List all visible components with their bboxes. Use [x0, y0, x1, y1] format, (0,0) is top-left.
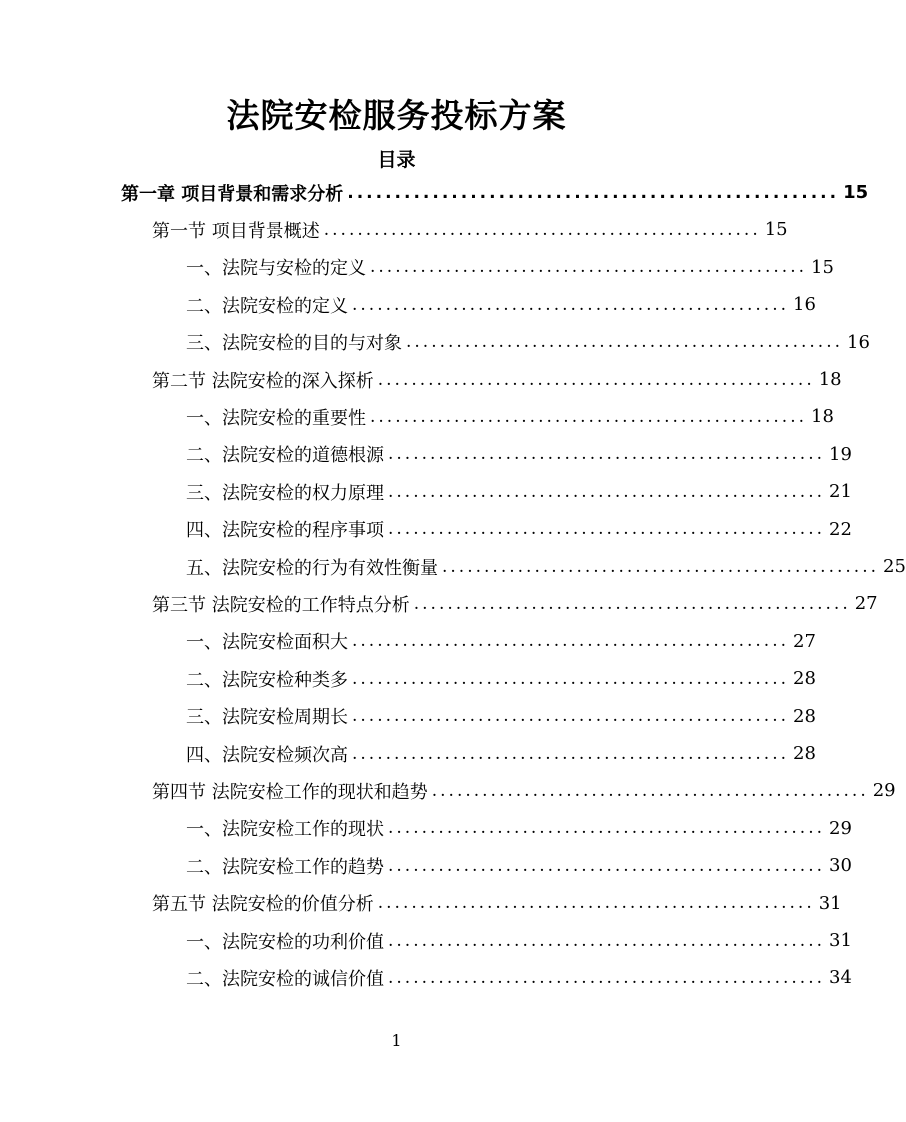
toc-entry-page: 21	[829, 481, 852, 503]
toc-entry-label: 四、法院安检频次高	[186, 744, 348, 766]
toc-entry[interactable]	[121, 174, 869, 211]
toc-dot-leader: ....................................................	[377, 369, 815, 390]
toc-dot-leader: ....................................................	[388, 855, 825, 876]
toc-entry-label: 二、法院安检的诚信价值	[186, 968, 384, 990]
toc-dot-leader: ....................................................	[347, 182, 840, 203]
toc-entry-page: 34	[829, 967, 852, 989]
toc-entry-label: 第一章 项目背景和需求分析	[121, 183, 344, 205]
document-title: 法院安检服务投标方案	[226, 96, 567, 135]
toc-dot-leader: ....................................................	[442, 556, 879, 577]
toc-dot-leader: ....................................................	[352, 294, 789, 315]
toc-heading: 目录	[377, 149, 416, 171]
toc-dot-leader: ....................................................	[413, 593, 851, 614]
toc-dot-leader: ....................................................	[323, 219, 761, 240]
toc-entry-page: 27	[793, 630, 816, 652]
toc-entry-label: 一、法院安检的功利价值	[186, 931, 384, 953]
toc-entry[interactable]	[152, 885, 842, 922]
toc-dot-leader: ....................................................	[388, 967, 825, 988]
toc-entry[interactable]	[186, 249, 834, 286]
toc-entry-label: 第一节 项目背景概述	[152, 220, 320, 242]
toc-entry-page: 15	[843, 182, 869, 203]
toc-entry-label: 二、法院安检的道德根源	[186, 445, 384, 467]
toc-entry[interactable]	[152, 361, 842, 398]
toc-entry-page: 27	[854, 593, 878, 615]
toc-entry-page: 29	[829, 817, 852, 839]
toc-entry[interactable]	[186, 473, 852, 510]
toc-entry-page: 25	[883, 556, 906, 577]
toc-entry-page: 15	[811, 256, 834, 278]
toc-entry[interactable]	[152, 772, 896, 809]
toc-dot-leader: ....................................................	[352, 668, 789, 689]
toc-entry-label: 二、法院安检工作的趋势	[186, 856, 384, 878]
toc-dot-leader: ....................................................	[388, 481, 825, 502]
toc-entry[interactable]	[186, 735, 816, 772]
toc-entry[interactable]	[186, 398, 834, 435]
toc-entry-page: 28	[793, 668, 816, 690]
toc-entry[interactable]	[186, 810, 852, 847]
toc-dot-leader: ....................................................	[352, 631, 789, 652]
toc-entry-page: 18	[811, 406, 834, 428]
toc-entry-label: 第四节 法院安检工作的现状和趋势	[152, 781, 428, 803]
toc-dot-leader: ....................................................	[388, 818, 825, 839]
toc-entry-page: 16	[847, 331, 870, 353]
toc-entry[interactable]	[152, 211, 788, 248]
toc-entry-label: 三、法院安检周期长	[186, 707, 348, 729]
toc-entry[interactable]	[186, 660, 816, 697]
toc-entry-page: 15	[764, 219, 788, 241]
toc-dot-leader: ....................................................	[431, 780, 869, 801]
toc-entry[interactable]	[186, 698, 816, 735]
toc-entry-label: 第二节 法院安检的深入探析	[152, 370, 374, 392]
toc-entry-page: 22	[829, 518, 852, 540]
toc-entry-label: 一、法院与安检的定义	[186, 258, 366, 280]
toc-entry-label: 一、法院安检的重要性	[186, 407, 366, 429]
toc-entry-label: 第三节 法院安检的工作特点分析	[152, 594, 410, 616]
toc-entry[interactable]	[186, 959, 852, 996]
toc-entry-page: 19	[829, 443, 852, 465]
toc-entry[interactable]	[186, 511, 852, 548]
toc-entry[interactable]	[152, 585, 878, 622]
toc-entry-page: 18	[818, 369, 842, 390]
toc-entry-label: 三、法院安检的目的与对象	[186, 333, 402, 355]
toc-entry[interactable]	[186, 324, 870, 361]
toc-dot-leader: ....................................................	[370, 257, 807, 278]
toc-entry-label: 二、法院安检的定义	[186, 295, 348, 317]
toc-entry-page: 28	[793, 743, 816, 764]
toc-entry-label: 二、法院安检种类多	[186, 669, 348, 691]
toc-entry-page: 31	[829, 930, 852, 951]
toc-entry-page: 31	[818, 892, 842, 914]
toc-dot-leader: ....................................................	[388, 519, 825, 540]
toc-dot-leader: ....................................................	[370, 406, 807, 427]
toc-dot-leader: ....................................................	[406, 332, 843, 353]
toc-entry-page: 28	[793, 705, 816, 727]
toc-entry-label: 三、法院安检的权力原理	[186, 482, 384, 504]
toc-entry[interactable]	[186, 548, 906, 585]
toc-dot-leader: ....................................................	[352, 743, 789, 764]
toc-entry-label: 四、法院安检的程序事项	[186, 520, 384, 542]
page-number: 1	[391, 1031, 402, 1050]
toc-entry-page: 16	[793, 294, 816, 316]
toc-entry-label: 第五节 法院安检的价值分析	[152, 894, 374, 916]
toc-dot-leader: ....................................................	[377, 893, 815, 914]
toc-entry[interactable]	[186, 436, 852, 473]
toc-entry[interactable]	[186, 623, 816, 660]
toc-entry-page: 29	[872, 780, 896, 802]
toc-dot-leader: ....................................................	[388, 444, 825, 465]
toc-entry-label: 五、法院安检的行为有效性衡量	[186, 557, 438, 579]
toc-entry-label: 一、法院安检面积大	[186, 632, 348, 654]
toc-entry[interactable]	[186, 847, 852, 884]
toc-entry-page: 30	[829, 855, 852, 877]
toc-dot-leader: ....................................................	[388, 930, 825, 951]
toc-entry[interactable]	[186, 286, 816, 323]
toc-entry-label: 一、法院安检工作的现状	[186, 819, 384, 841]
toc-dot-leader: ....................................................	[352, 706, 789, 727]
toc-entry[interactable]	[186, 922, 852, 959]
